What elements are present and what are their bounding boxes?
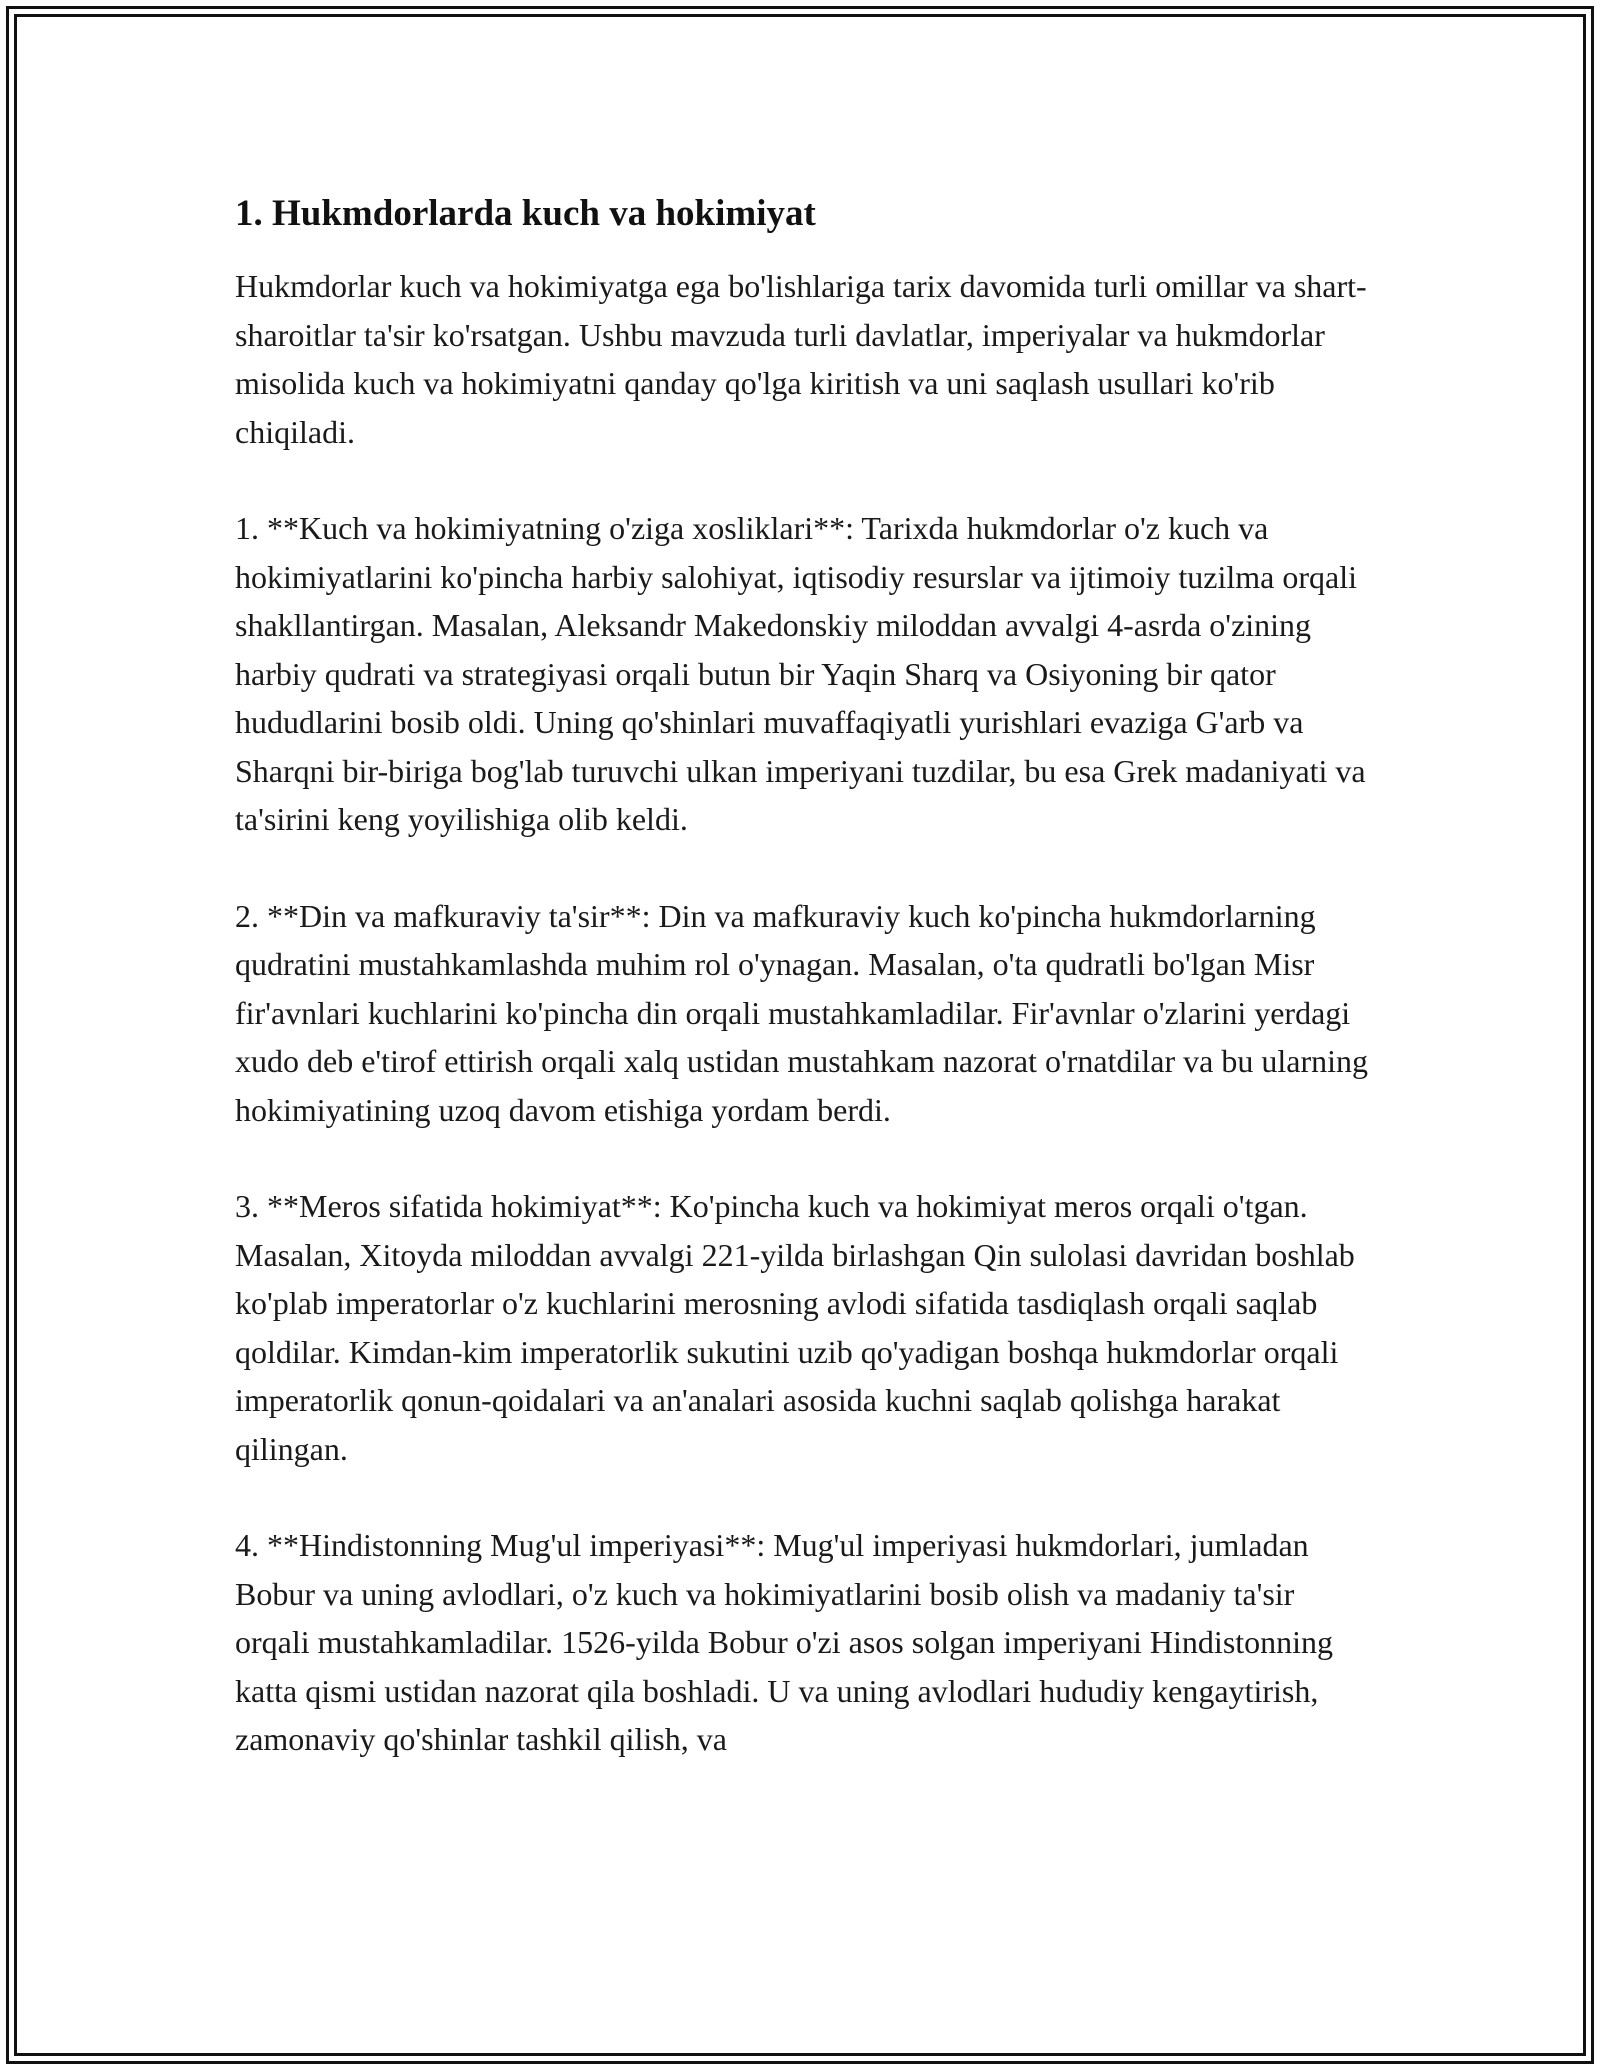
intro-paragraph: Hukmdorlar kuch va hokimiyatga ega bo'lishlariga tarix davomida turli omillar va shart-sharoitlar ta'sir ko'rsatgan. Ushbu mavzuda turli davlatlar, imperiyalar va hukmdorlar misolida kuch va hokimiyatni qanday qo'lga kiritish va uni saqlash usullari ko'rib chiqiladi.: [235, 268, 1367, 450]
paragraph-item-2: 2. **Din va mafkuraviy ta'sir**: Din va mafkuraviy kuch ko'pincha hukmdorlarning qudratini mustahkamlashda muhim rol o'ynagan. Masalan, o'ta qudratli bo'lgan Misr fir'avnlari kuchlarini ko'pincha din orqali mustahkamladilar. Fir'avnlar o'zlarini yerdagi xudo deb e'tirof ettirish orqali xalq ustidan mustahkam nazorat o'rnatdilar va bu ularning hokimiyatining uzoq davom etishiga yordam berdi.: [235, 897, 1368, 1128]
paragraph-item-1: 1. **Kuch va hokimiyatning o'ziga xosliklari**: Tarixda hukmdorlar o'z kuch va hokimiyatlarini ko'pincha harbiy salohiyat, iqtisodiy resurslar va ijtimoiy tuzilma orqali shakllantirgan. Masalan, Aleksandr Makedonskiy miloddan avvalgi 4-asrda o'zining harbiy qudrati va strategiyasi orqali butun bir Yaqin Sharq va Osiyoning bir qator hududlarini bosib oldi. Uning qo'shinlari muvaffaqiyatli yurishlari evaziga G'arb va Sharqni bir-biriga bog'lab turuvchi ulkan imperiyani tuzdilar, bu esa Grek madaniyati va ta'sirini keng yoyilishiga olib keldi.: [235, 510, 1366, 837]
document-body: [235, 186, 1375, 1812]
paragraph-item-4: 4. **Hindistonning Mug'ul imperiyasi**: Mug'ul imperiyasi hukmdorlari, jumladan Bobur va uning avlodlari, o'z kuch va hokimiyatlarini bosib olish va madaniy ta'sir orqali mustahkamladilar. 1526-yilda Bobur o'zi asos solgan imperiyani Hindistonning katta qismi ustidan nazorat qila boshladi. U va uning avlodlari hududiy kengaytirish, zamonaviy qo'shinlar tashkil qilish, va: [235, 1527, 1334, 1757]
paragraph-item-3: 3. **Meros sifatida hokimiyat**: Ko'pincha kuch va hokimiyat meros orqali o'tgan. Masalan, Xitoyda miloddan avvalgi 221-yilda birlashgan Qin sulolasi davridan boshlab ko'plab imperatorlar o'z kuchlarini merosning avlodi sifatida tasdiqlash orqali saqlab qoldilar. Kimdan-kim imperatorlik sukutini uzib qo'yadigan boshqa hukmdorlar orqali imperatorlik qonun-qoidalari va an'analari asosida kuchni saqlab qolishga harakat qilingan.: [235, 1188, 1355, 1467]
document-title: 1. Hukmdorlarda kuch va hokimiyat: [235, 193, 816, 234]
